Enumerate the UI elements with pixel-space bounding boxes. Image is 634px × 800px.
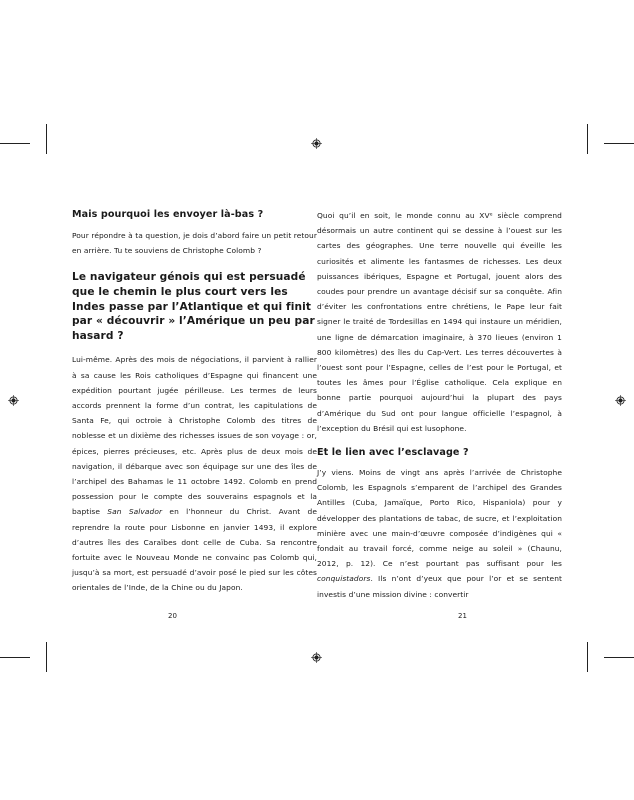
crop-mark-top-right-v [587, 124, 588, 154]
crop-mark-bottom-right-h [604, 657, 634, 658]
text-segment: en l’honneur du Christ. Avant de reprendre la route pour Lisbonne en janvier 1493, il explore d’autres îles des Caraïbes dont celle de Cuba. Sa rencontre fortuite avec le Nouveau Monde ne convainc pas Colomb qui, jusqu’à sa mort, est persuadé d’avoir posé le pied sur les côtes orientales de l’Inde, de la Chine ou du Japon. [72, 507, 317, 593]
question-heading: Et le lien avec l’esclavage ? [317, 447, 469, 459]
registration-mark-right-icon [615, 395, 626, 406]
crop-mark-bottom-left-h [0, 657, 30, 658]
page-number-left: 20 [168, 612, 177, 620]
body-paragraph [72, 352, 317, 595]
crop-mark-bottom-left-v [46, 642, 47, 672]
text-segment: J’y viens. Moins de vingt ans après l’arrivée de Christophe Colomb, les Espagnols s’emparent de l’archipel des Grandes Antilles (Cuba, Jamaïque, Porto Rico, Hispaniola) pour y développer des plantations de tabac, de sucre, et l’exploitation minière avec une main-d’œuvre composée d’indigènes qui « fondait au travail forcé, comme neige au soleil » (Chaunu, 2012, p. 12). Ce n’est pourtant pas suffisant pour les [317, 468, 562, 569]
body-paragraph [317, 465, 562, 602]
registration-mark-top-icon [311, 138, 322, 149]
italic-term: San Salvador [107, 507, 163, 517]
crop-mark-top-left-v [46, 124, 47, 154]
left-page [72, 208, 317, 596]
answer-paragraph: Pour répondre à ta question, je dois d’abord faire un petit retour en arrière. Tu te souviens de Christophe Colomb ? [72, 231, 317, 256]
question-heading: Mais pourquoi les envoyer là-bas ? [72, 209, 264, 220]
crop-mark-top-right-h [604, 143, 634, 144]
registration-mark-bottom-icon [311, 652, 322, 663]
registration-mark-left-icon [8, 395, 19, 406]
right-page [317, 208, 562, 602]
crop-mark-bottom-right-v [587, 642, 588, 672]
page-number-right: 21 [458, 612, 467, 620]
text-segment: Lui-même. Après des mois de négociations, il parvient à rallier à sa cause les Rois catholiques d’Espagne qui financent une expédition pourtant jugée périlleuse. Les termes de leurs accords prennent la forme d’un contrat, les capitulations de Santa Fe, qui octroie à Christophe Colomb des titres de noblesse et un dixième des richesses issues de son voyage : or, épices, pierres précieuses, etc. Après plus de deux mois de navigation, il débarque avec son équipage sur une des îles de l’archipel des Bahamas le 11 octobre 1492. Colomb en prend possession pour le compte des souverains espagnols et la baptise [72, 355, 317, 517]
body-paragraph: Quoi qu’il en soit, le monde connu au XVᵉ siècle comprend désormais un autre continent qui se dessine à l’ouest sur les cartes des géographes. Une terre nouvelle qui éveille les curiosités et alimente les fantasmes de richesses. Les deux puissances ibériques, Espagne et Portugal, jouent alors des coudes pour prendre un avantage décisif sur sa conquête. Afin d’éviter les confrontations entre chrétiens, le Pape leur fait signer le traité de Tordesillas en 1494 qui instaure un méridien, une ligne de démarcation imaginaire, à 370 lieues (environ 1 800 kilomètres) des îles du Cap-Vert. Les terres découvertes à l’ouest sont pour l’Espagne, celles de l’est pour le Portugal, et toutes les âmes pour l’Église catholique. Cela explique en bonne partie pourquoi aujourd’hui la plupart des pays d’Amérique du Sud ont pour langue officielle l’espagnol, à l’exception du Brésil qui est lusophone. [317, 211, 562, 433]
italic-term: conquistadors [317, 574, 371, 584]
text-segment: . Ils n’ont d’yeux que pour l’or et se sentent investis d’une mission divine : convertir [317, 574, 562, 599]
crop-mark-top-left-h [0, 143, 30, 144]
question-heading: Le navigateur génois qui est persuadé que le chemin le plus court vers les Indes passe par l’Atlantique et qui finit par « découvrir » l’Amérique un peu par hasard ? [72, 271, 315, 342]
